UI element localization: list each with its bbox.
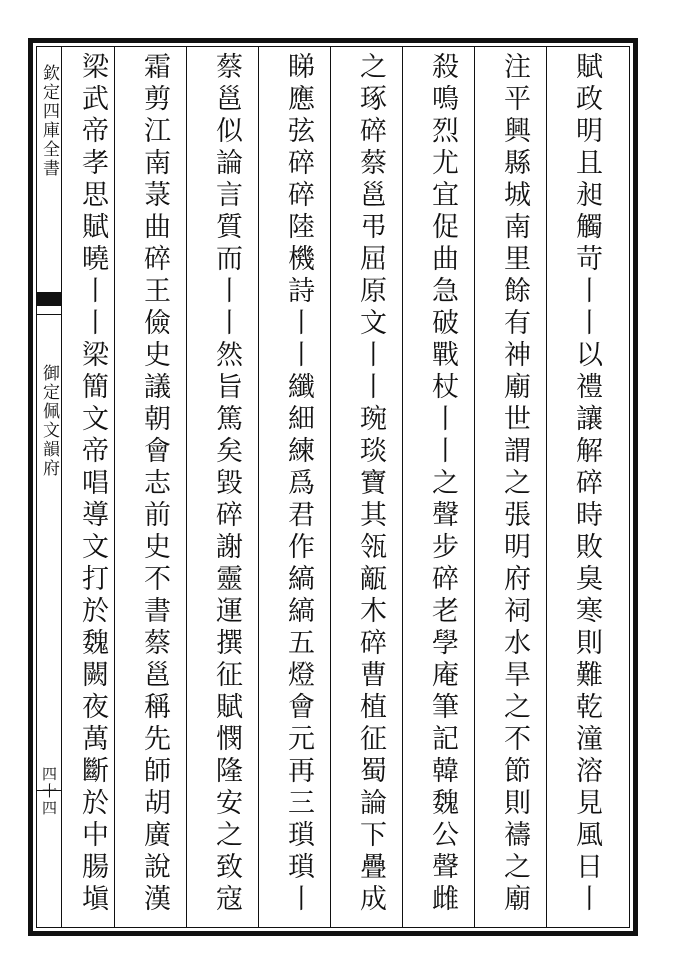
column-divider bbox=[186, 46, 187, 928]
text-column-1: 賦政明且昶觸苛丨丨以禮讓解碎時敗臭寒則難乾潼溶見風日丨 bbox=[571, 52, 602, 916]
fish-tail-mark bbox=[36, 292, 62, 306]
text-column-4: 之琢碎蔡邕弔屈原文丨丨琬琰寶其瓴甋木碎曹植征蜀論下疊成 bbox=[355, 52, 386, 916]
margin-divider bbox=[36, 790, 62, 791]
page-margin-strip bbox=[36, 46, 62, 928]
column-divider bbox=[474, 46, 475, 928]
text-column-8: 梁武帝孝思賦曉丨丨梁簡文帝唱導文打於魏闕夜萬斷於中腸塡 bbox=[77, 52, 108, 916]
volume-title: 御定佩文韻府 bbox=[39, 364, 59, 478]
fish-tail-notch bbox=[36, 306, 62, 315]
inner-border bbox=[36, 46, 630, 928]
text-column-7: 霜剪江南菉曲碎王儉史議朝會志前史不書蔡邕稱先師胡廣說漢 bbox=[139, 52, 170, 916]
text-column-5: 睇應弦碎碎陸機詩丨丨纖細練爲君作縞縞五燈會元再三瑣瑣丨 bbox=[283, 52, 314, 916]
text-column-6: 蔡邕似論言質而丨丨然旨篤矣毀碎謝靈運撰征賦憫隆安之致寇 bbox=[211, 52, 242, 916]
column-divider bbox=[258, 46, 259, 928]
page-number: 四十四 bbox=[40, 766, 58, 817]
column-divider bbox=[402, 46, 403, 928]
column-divider bbox=[330, 46, 331, 928]
text-column-2: 注平興縣城南里餘有神廟世謂之張明府祠水旱之不節則禱之廟 bbox=[499, 52, 530, 916]
book-title: 欽定四庫全書 bbox=[39, 64, 59, 178]
column-divider bbox=[546, 46, 547, 928]
text-column-3: 殺鳴烈尤宜促曲急破戰杖丨丨之聲步碎老學庵筆記韓魏公聲雌 bbox=[427, 52, 458, 916]
